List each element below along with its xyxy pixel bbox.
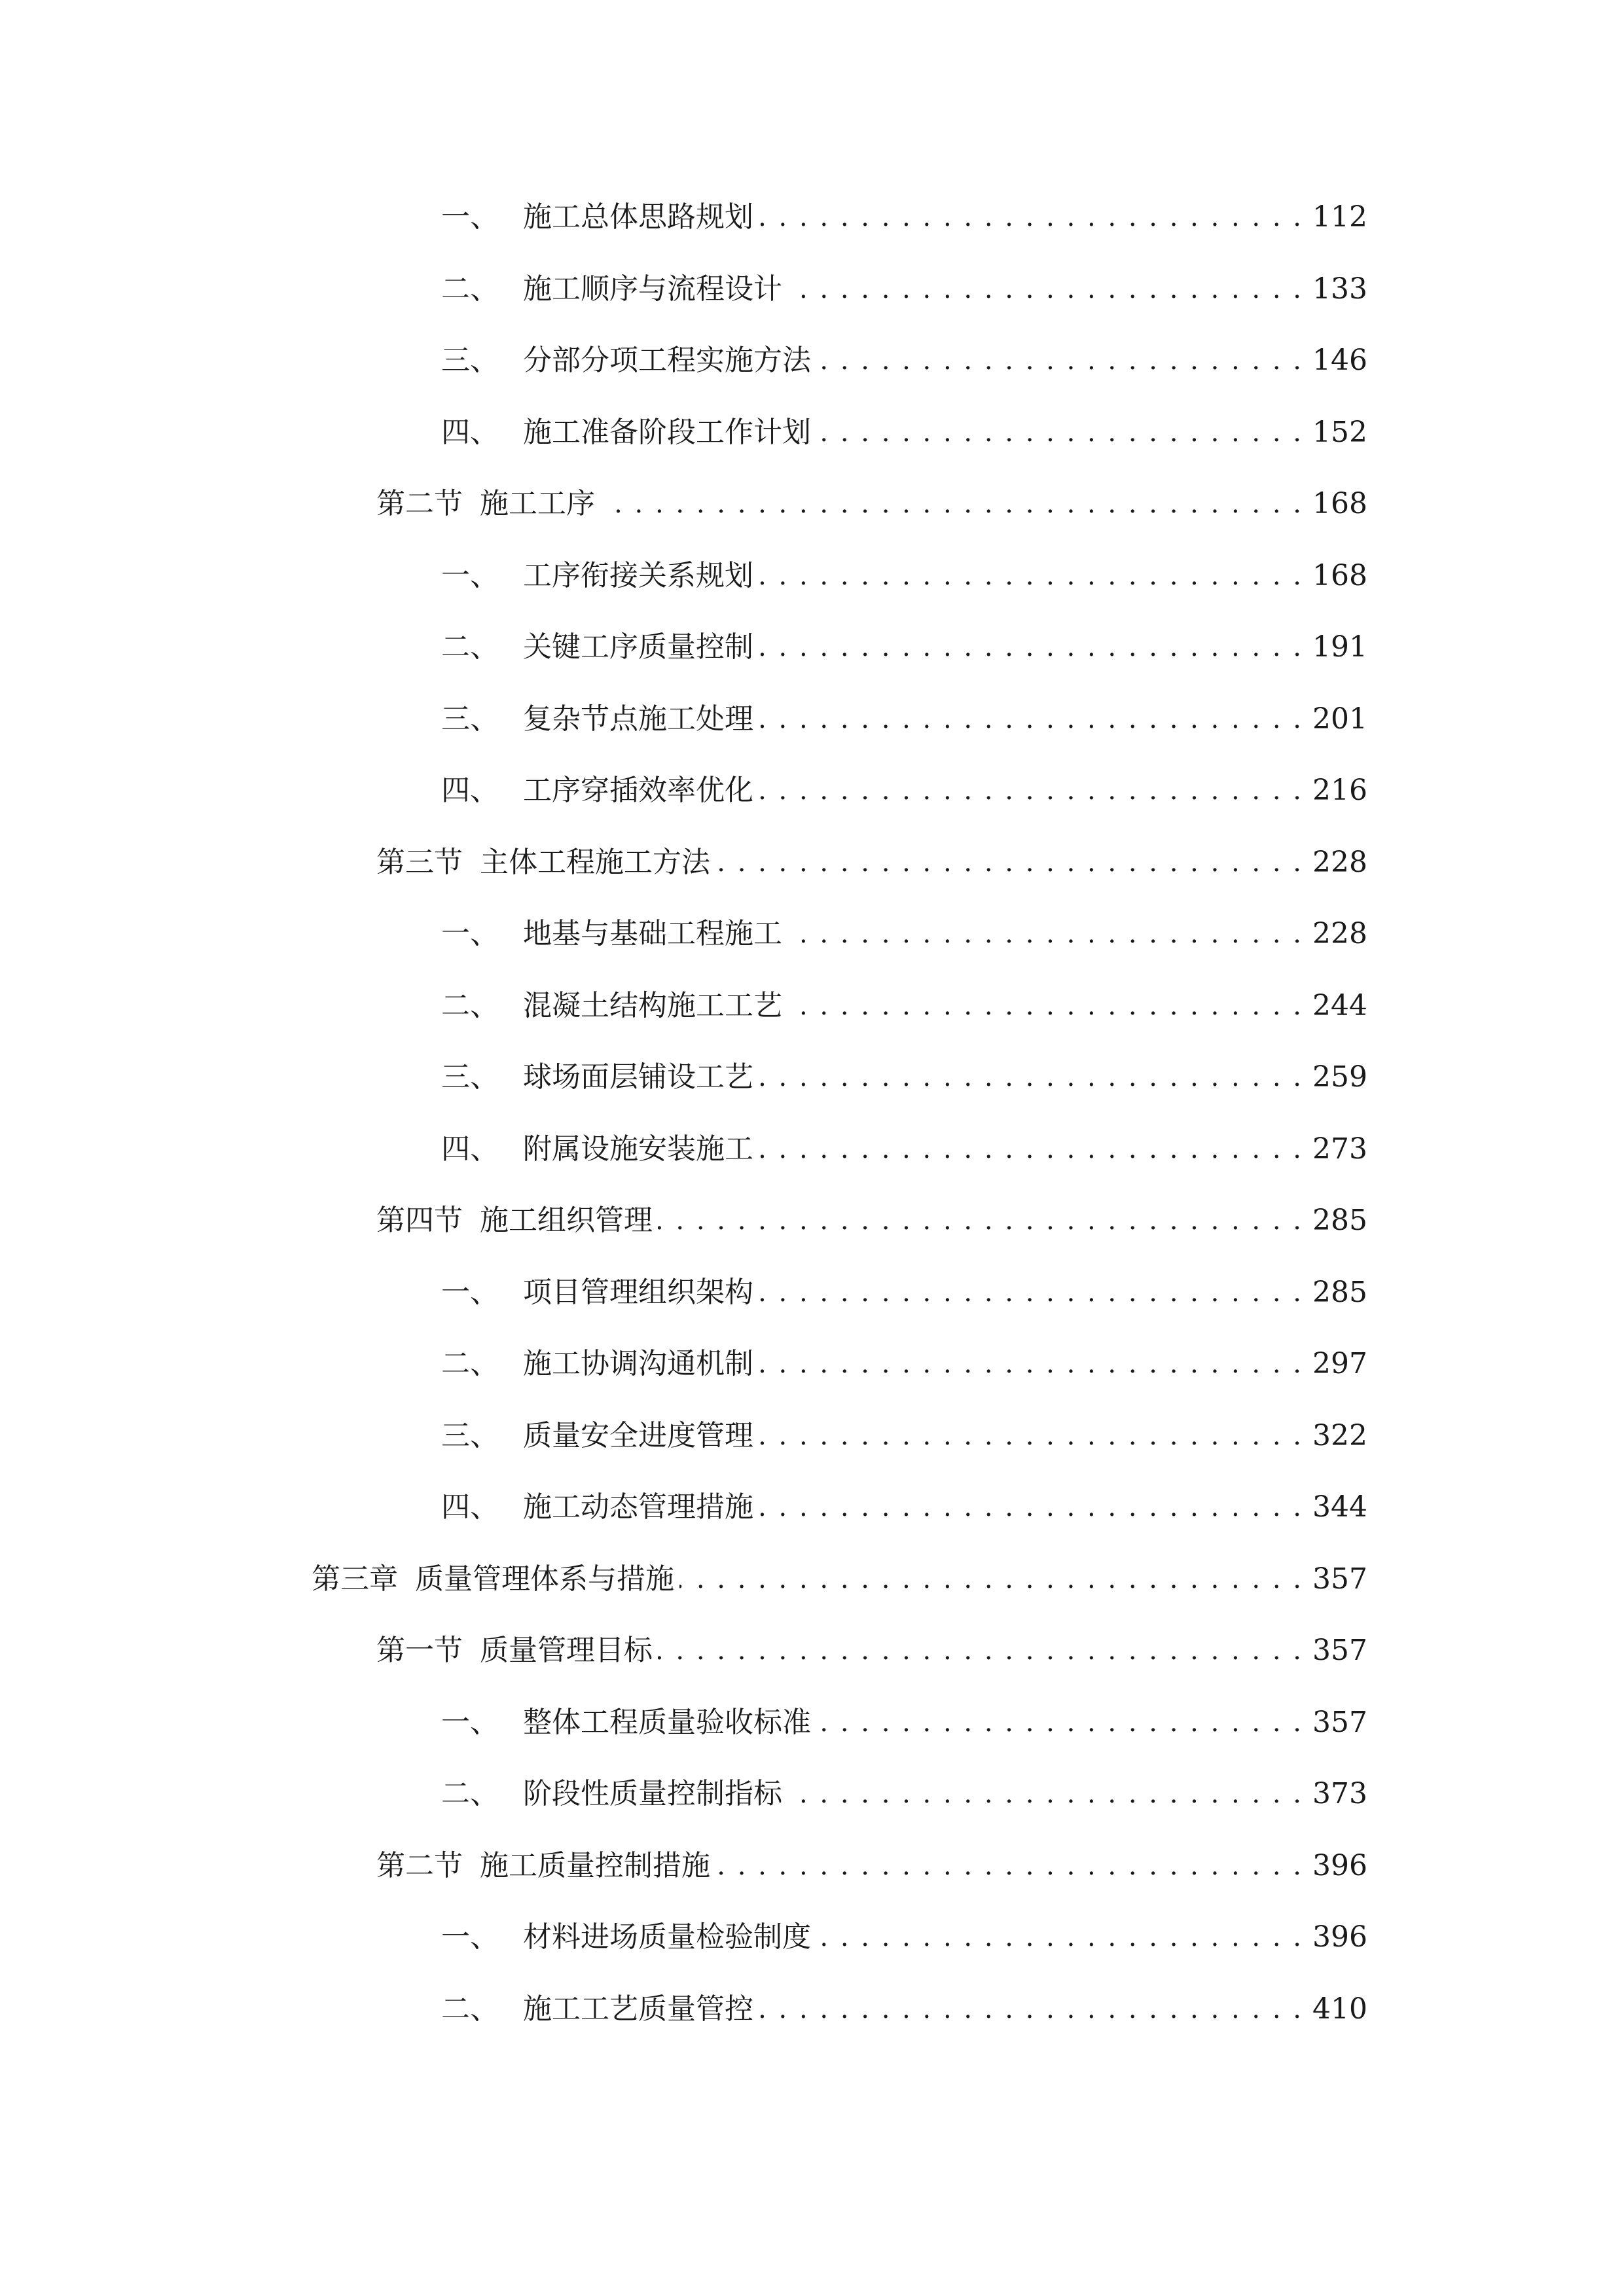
toc-entry[interactable] <box>441 550 1367 602</box>
entry-number: 三、 <box>441 344 499 377</box>
entry-number: 第一节 <box>376 1634 463 1667</box>
entry-number: 第四节 <box>376 1204 463 1237</box>
entry-page-number: 259 <box>1312 1060 1367 1094</box>
entry-title: 施工工序 <box>480 487 595 520</box>
entry-page-number: 146 <box>1312 344 1367 377</box>
entry-page-number: 373 <box>1312 1777 1367 1810</box>
entry-page-number: 322 <box>1312 1419 1367 1452</box>
entry-title: 地基与基础工程施工 <box>523 917 782 950</box>
entry-page-number: 216 <box>1312 774 1367 807</box>
entry-number: 二、 <box>441 272 499 306</box>
toc-entry[interactable] <box>376 836 1367 889</box>
entry-title: 施工总体思路规划 <box>523 200 753 234</box>
entry-page-number: 285 <box>1312 1204 1367 1237</box>
toc-entry[interactable] <box>441 1768 1367 1820</box>
entry-number: 四、 <box>441 1132 499 1166</box>
toc-entry[interactable] <box>441 1481 1367 1534</box>
entry-page-number: 357 <box>1312 1634 1367 1667</box>
entry-page-number: 285 <box>1312 1276 1367 1309</box>
dot-leader <box>658 1624 1303 1677</box>
entry-title: 施工准备阶段工作计划 <box>523 416 811 449</box>
entry-page-number: 273 <box>1312 1132 1367 1166</box>
dot-leader <box>787 263 1303 315</box>
toc-entry[interactable] <box>376 478 1367 530</box>
toc-entry[interactable] <box>441 621 1367 673</box>
entry-page-number: 152 <box>1312 416 1367 449</box>
entry-title: 施工协调沟通机制 <box>523 1347 753 1380</box>
entry-number: 二、 <box>441 1347 499 1380</box>
dot-leader <box>816 1696 1303 1749</box>
dot-leader <box>787 908 1303 960</box>
entry-title: 分部分项工程实施方法 <box>523 344 811 377</box>
entry-page-number: 168 <box>1312 487 1367 520</box>
entry-title: 质量安全进度管理 <box>523 1419 753 1452</box>
toc-entry[interactable] <box>441 1338 1367 1390</box>
entry-number: 四、 <box>441 1490 499 1524</box>
entry-title: 整体工程质量验收标准 <box>523 1706 811 1739</box>
entry-title: 主体工程施工方法 <box>480 846 710 879</box>
entry-page-number: 228 <box>1312 846 1367 879</box>
entry-number: 一、 <box>441 917 499 950</box>
entry-title: 复杂节点施工处理 <box>523 702 753 736</box>
dot-leader <box>816 334 1303 387</box>
dot-leader <box>816 1911 1303 1964</box>
entry-title: 球场面层铺设工艺 <box>523 1060 753 1094</box>
entry-page-number: 168 <box>1312 559 1367 592</box>
toc-entry[interactable] <box>441 1123 1367 1175</box>
dot-leader <box>759 693 1303 745</box>
dot-leader <box>658 1194 1303 1247</box>
entry-number: 三、 <box>441 1060 499 1094</box>
entry-number: 第三节 <box>376 846 463 879</box>
entry-page-number: 297 <box>1312 1347 1367 1380</box>
entry-number: 四、 <box>441 416 499 449</box>
entry-page-number: 396 <box>1312 1849 1367 1882</box>
toc-entry[interactable] <box>312 1553 1367 1605</box>
toc-entry[interactable] <box>376 1840 1367 1892</box>
toc-entry[interactable] <box>441 334 1367 387</box>
toc-entry[interactable] <box>376 1194 1367 1247</box>
entry-number: 三、 <box>441 702 499 736</box>
toc-entry[interactable] <box>441 1051 1367 1103</box>
toc-entry[interactable] <box>441 980 1367 1032</box>
toc-entry[interactable] <box>441 693 1367 745</box>
dot-leader <box>787 980 1303 1032</box>
dot-leader <box>759 1338 1303 1390</box>
toc-entry[interactable] <box>441 1266 1367 1319</box>
toc-entry[interactable] <box>441 406 1367 459</box>
entry-number: 第二节 <box>376 1849 463 1882</box>
entry-page-number: 201 <box>1312 702 1367 736</box>
entry-title: 施工工艺质量管控 <box>523 1992 753 2026</box>
entry-number: 一、 <box>441 1276 499 1309</box>
dot-leader <box>600 478 1303 530</box>
entry-title: 工序穿插效率优化 <box>523 774 753 807</box>
entry-number: 三、 <box>441 1419 499 1452</box>
entry-title: 质量管理目标 <box>480 1634 653 1667</box>
entry-title: 混凝土结构施工工艺 <box>523 989 782 1022</box>
dot-leader <box>715 1840 1303 1892</box>
entry-number: 二、 <box>441 1992 499 2026</box>
toc-entry[interactable] <box>441 263 1367 315</box>
entry-page-number: 133 <box>1312 272 1367 306</box>
entry-page-number: 357 <box>1312 1562 1367 1596</box>
entry-number: 一、 <box>441 1920 499 1954</box>
entry-page-number: 228 <box>1312 917 1367 950</box>
entry-title: 附属设施安装施工 <box>523 1132 753 1166</box>
entry-title: 关键工序质量控制 <box>523 630 753 664</box>
entry-page-number: 344 <box>1312 1490 1367 1524</box>
entry-number: 二、 <box>441 989 499 1022</box>
dot-leader <box>715 836 1303 889</box>
entry-title: 材料进场质量检验制度 <box>523 1920 811 1954</box>
entry-title: 施工顺序与流程设计 <box>523 272 782 306</box>
entry-page-number: 244 <box>1312 989 1367 1022</box>
toc-entry[interactable] <box>441 908 1367 960</box>
entry-title: 质量管理体系与措施 <box>415 1562 674 1596</box>
toc-entry[interactable] <box>376 1624 1367 1677</box>
entry-number: 二、 <box>441 630 499 664</box>
entry-number: 一、 <box>441 559 499 592</box>
entry-title: 工序衔接关系规划 <box>523 559 753 592</box>
dot-leader <box>759 191 1303 243</box>
toc-entry[interactable] <box>441 1911 1367 1964</box>
dot-leader <box>759 621 1303 673</box>
entry-page-number: 357 <box>1312 1706 1367 1739</box>
dot-leader <box>759 1410 1303 1462</box>
dot-leader <box>759 550 1303 602</box>
entry-number: 一、 <box>441 200 499 234</box>
dot-leader <box>759 764 1303 817</box>
dot-leader <box>759 1123 1303 1175</box>
entry-number: 四、 <box>441 774 499 807</box>
dot-leader <box>759 1266 1303 1319</box>
entry-page-number: 191 <box>1312 630 1367 664</box>
entry-number: 第二节 <box>376 487 463 520</box>
entry-page-number: 396 <box>1312 1920 1367 1954</box>
entry-number: 一、 <box>441 1706 499 1739</box>
dot-leader <box>759 1983 1303 2036</box>
entry-title: 施工组织管理 <box>480 1204 653 1237</box>
toc-entry[interactable] <box>441 1983 1367 2036</box>
toc-entry[interactable] <box>441 1410 1367 1462</box>
dot-leader <box>759 1051 1303 1103</box>
entry-title: 项目管理组织架构 <box>523 1276 753 1309</box>
entry-title: 阶段性质量控制指标 <box>523 1777 782 1810</box>
dot-leader <box>787 1768 1303 1820</box>
entry-number: 二、 <box>441 1777 499 1810</box>
toc-entry[interactable] <box>441 1696 1367 1749</box>
dot-leader <box>816 406 1303 459</box>
dot-leader <box>679 1553 1303 1605</box>
entry-title: 施工动态管理措施 <box>523 1490 753 1524</box>
entry-number: 第三章 <box>312 1562 398 1596</box>
entry-page-number: 112 <box>1312 200 1367 234</box>
toc-entry[interactable] <box>441 764 1367 817</box>
entry-title: 施工质量控制措施 <box>480 1849 710 1882</box>
dot-leader <box>759 1481 1303 1534</box>
entry-page-number: 410 <box>1312 1992 1367 2026</box>
toc-entry[interactable] <box>441 191 1367 243</box>
